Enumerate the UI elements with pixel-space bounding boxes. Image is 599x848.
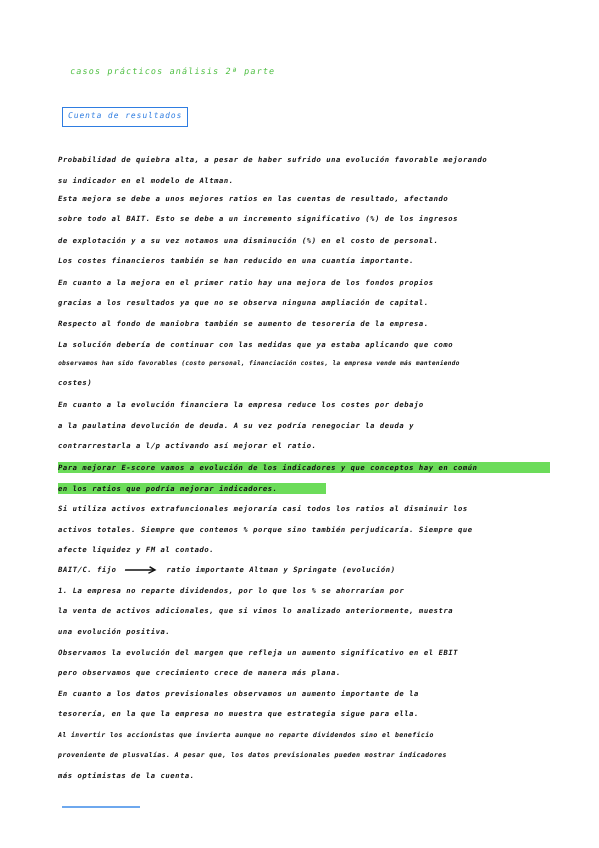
text-line: La solución debería de continuar con las medidas que ya estaba aplicando que como [57, 340, 454, 349]
text-line: a la paulatina devolución de deuda. A su vez podría renegociar la deuda y [57, 421, 415, 430]
text-line: una evolución positiva. [57, 627, 172, 636]
text-line: En cuanto a la mejora en el primer ratio hay una mejora de los fondos propios [57, 278, 435, 287]
text-fragment: ratio importante Altman y Springate (evolución) [165, 565, 397, 574]
text-line: activos totales. Siempre que contemos % porque sino también perjudicaría. Siempre que [57, 525, 474, 534]
text-line: afecte liquidez y FM al contado. [57, 545, 215, 554]
text-line: Respecto al fondo de maniobra también se aumento de tesorería de la empresa. [57, 319, 430, 328]
text-line: En cuanto a los datos previsionales observamos un aumento importante de la [57, 689, 420, 698]
text-line-with-arrow [57, 565, 396, 575]
text-line: su indicador en el modelo de Altman. [57, 176, 235, 185]
page-title: casos prácticos análisis 2ª parte [69, 67, 276, 77]
text-line: más optimistas de la cuenta. [57, 771, 196, 780]
text-line: tesorería, en la que la empresa no muestra que estrategia sigue para ella. [57, 709, 420, 718]
section-header-label: Cuenta de resultados [67, 111, 183, 120]
text-line: Probabilidad de quiebra alta, a pesar de haber sufrido una evolución favorable mejorando [57, 155, 489, 164]
text-line: sobre todo al BAIT. Esto se debe a un incremento significativo (%) de los ingresos [57, 214, 459, 223]
text-line: costes) [57, 378, 94, 387]
text-line: Los costes financieros también se han reducido en una cuantía importante. [57, 256, 415, 265]
footer-rule [62, 806, 140, 808]
text-line: en los ratios que podría mejorar indicadores. [57, 484, 279, 493]
text-line: Para mejorar E-score vamos a evolución de los indicadores y que conceptos hay en común [57, 463, 479, 472]
text-line: gracias a los resultados ya que no se observa ninguna ampliación de capital. [57, 298, 430, 307]
text-line: Al invertir los accionistas que invierta aunque no reparte dividendos sino el beneficio [57, 731, 435, 739]
text-line: la venta de activos adicionales, que si vimos lo analizado anteriormente, muestra [57, 606, 454, 615]
text-line: contrarrestarla a l/p activando así mejorar el ratio. [57, 441, 318, 450]
text-fragment: BAIT/C. fijo [57, 565, 118, 574]
text-line: Observamos la evolución del margen que refleja un aumento significativo en el EBIT [57, 648, 459, 657]
text-line: de explotación y a su vez notamos una disminución (%) en el costo de personal. [57, 236, 440, 245]
arrow-right-icon [124, 566, 159, 574]
text-line: pero observamos que crecimiento crece de manera más plana. [57, 668, 342, 677]
text-line: observamos han sido favorables (costo personal, financiación costes, la empresa vende más manteniendo [57, 360, 461, 367]
text-line: Esta mejora se debe a unos mejores ratios en las cuentas de resultado, afectando [57, 194, 450, 203]
text-line: 1. La empresa no reparte dividendos, por lo que los % se ahorrarían por [57, 586, 406, 595]
text-line: En cuanto a la evolución financiera la empresa reduce los costes por debajo [57, 400, 425, 409]
text-line: Si utiliza activos extrafuncionales mejoraría casi todos los ratios al disminuir los [57, 504, 469, 513]
text-line: proveniente de plusvalías. A pesar que, los datos previsionales pueden mostrar indicadores [57, 751, 448, 759]
